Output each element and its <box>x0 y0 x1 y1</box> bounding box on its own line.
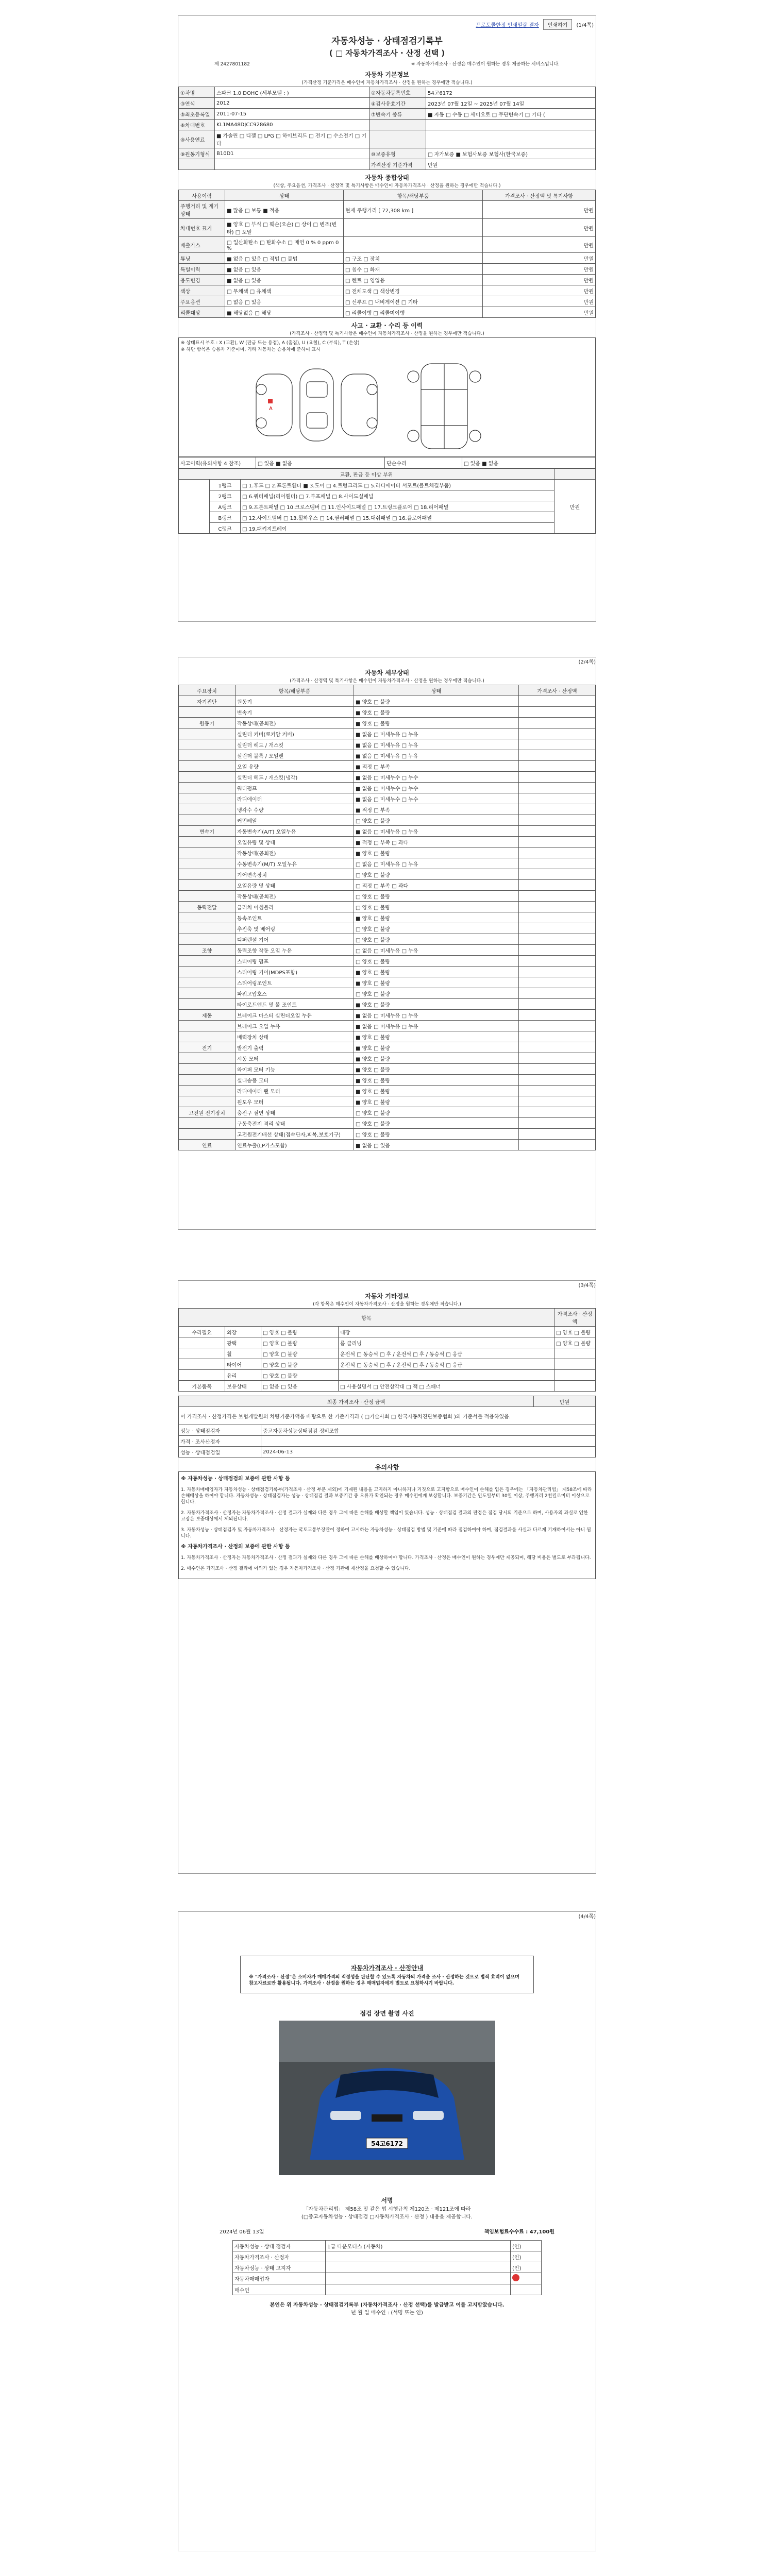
final-price-table: 최종 가격조사 · 산정 금액 만원 이 가격조사 · 산정가격은 보험개발원의 차량기준가액을 바탕으로 한 기준가격과 ( □기술사회 □ 한국자동차진단보증협회 )의 기준서를 적용하였음. 성능 · 상태점검자 중고자동차성능상태점검 정비조합 가격 · 조사산정자 성능 · 상태점검일 2024-06-13 <box>178 1396 596 1458</box>
doc-meta: 제 2427801182 ※ 자동차가격조사 · 산정은 매수인이 원하는 경우 제공하는 서비스입니다. <box>214 60 560 67</box>
doc-title: 자동차성능 · 상태점검기록부 <box>331 36 443 46</box>
doc-notice: ※ 자동차가격조사 · 산정은 매수인이 원하는 경우 제공하는 서비스입니다. <box>411 62 560 67</box>
price-guide-text: ※ "가격조사 · 산정"은 소비자가 매매가격의 적정성을 판단할 수 있도록 자동차의 가격을 조사 · 산정하는 것으로 법적 효력이 없으며 참고자료로만 활용됩니다. 가격조사 · 산정을 원하는 경우 매매업자에게 별도로 요청하시기 바랍니다. <box>249 1975 519 1986</box>
print-button[interactable]: 인쇄하기 <box>543 19 573 30</box>
rank-row: B랭크 □ 12.사이드멤버 □ 13.휠하우스 □ 14.필러패널 □ 15.대쉬패널 □ 16.플로어패널 <box>179 512 596 523</box>
detail-row: 고전원 전기장치 충전구 절연 상태 □ 양호 □ 불량 <box>179 1107 596 1118</box>
rank-row: A랭크 □ 9.프론트패널 □ 10.크로스멤버 □ 11.인사이드패널 □ 17.트렁크플로어 □ 18.리어패널 <box>179 501 596 512</box>
detail-row: 동력전달 클러치 어셈블리 □ 양호 □ 불량 <box>179 902 596 912</box>
price-guide-box <box>240 1956 534 1993</box>
detail-row: 스티어링 기어(MDPS포함) ■ 양호 □ 불량 <box>179 967 596 977</box>
detail-row: 실린더 헤드 / 개스킷(냉각) ■ 없음 □ 미세누수 □ 누수 <box>179 772 596 783</box>
accident-note-2: ※ 하단 항목은 승용차 기준이며, 기타 자동차는 승용차에 준하여 표시 <box>181 347 321 352</box>
detail-row: 오일유량 및 상태 □ 적정 □ 부족 □ 과다 <box>179 880 596 891</box>
sign-text: 「자동차관리법」 제58조 및 같은 법 시행규칙 제120조 · 제121조에 따라 <box>303 2207 471 2212</box>
inspection-photo <box>279 2021 495 2175</box>
detail-row: 워터펌프 ■ 없음 □ 미세누수 □ 누수 <box>179 783 596 793</box>
other-title: 자동차 기타정보 <box>365 1293 409 1300</box>
car-photo-svg <box>279 2021 495 2175</box>
state-title: 자동차 종합상태 <box>365 174 409 181</box>
detail-row: 제동 브레이크 마스터 실린더오일 누유 ■ 없음 □ 미세누유 □ 누유 <box>179 1010 596 1021</box>
basic-row: ⑧사용연료 ■ 가솔린 □ 디젤 □ LPG □ 하이브리드 □ 전기 □ 수소전기 □ 기타 <box>179 130 596 148</box>
page-4 <box>178 1911 596 2551</box>
car-left-outline <box>256 374 292 436</box>
state-row: 주행거리 및 계기상태 ■ 많음 □ 보통 ■ 적음 현재 주행거리 [ 72,308 km ] 만원 <box>179 201 596 219</box>
detail-row: 오일 유량 ■ 적정 □ 부족 <box>179 761 596 772</box>
other-sub: (각 항목은 매수인이 자동차가격조사 · 산정을 원하는 경우에만 적습니다.) <box>313 1302 461 1307</box>
other-row: 유리 □ 양호 □ 불량 <box>179 1370 596 1381</box>
notes-p3: 3. 자동차성능 · 상태점검자 및 자동차가격조사 · 산정자는 국토교통부장관이 정하여 고시하는 자동차성능 · 상태점검 방법 및 기준에 따라 점검하여야 하며, 점검결과를 사실과 다르게 기재하여서는 아니 됩니다. <box>181 1528 591 1539</box>
notes-p2: 2. 자동차가격조사 · 산정자는 자동차가격조사 · 산정 결과가 실제와 다른 경우 그에 따른 손해를 배상할 책임이 있습니다. 성능 · 상태점검 결과의 판정은 점검 당시의 기준으로 하며, 사용자의 과실로 인한 고장은 보증대상에서 제외됩니다. <box>181 1511 588 1522</box>
detail-row: 와이퍼 모터 기능 ■ 양호 □ 불량 <box>179 1064 596 1075</box>
rank-row: C랭크 □ 19.패키지트레이 <box>179 523 596 534</box>
page-number: (3/4쪽) <box>578 1283 596 1289</box>
other-table: 항목 가격조사 · 산정액 수리필요 외장 □ 양호 □ 불량 내장 □ 양호 □ 불량 광택 □ 양호 □ 불량 룸 클리닝 □ 양호 □ 불량 휠 □ 양호 □ 불량 운전석 □ 동승석 □ 후 / 운전석 □ 후 / 동승석 □ 응급 타이어 □ 양호 □ 불량 운전석 □ 동승석 □ 후 / 운전석 □ 후 / 동승석 □ 응급 유리 □ 양호 □ 불량 기본품목 보유상태 □ 없음 □ 있음 □ 사용설명서 □ 안전삼각대 □ 잭 □ 스패너 <box>178 1308 596 1392</box>
page-1 <box>178 15 596 622</box>
fee-label: 책임보험료수수료 : 47,100원 <box>484 2229 554 2235</box>
notes-heading-2: ※ 자동차가격조사 · 산정의 보증에 관한 사항 등 <box>181 1544 290 1550</box>
sign-table: 자동차성능 · 상태 점검자 1급 다운모터스 (자동차) (인) 자동차가격조사 · 산정자 (인) 자동차성능 · 상태 고지자 (인) 자동차매매업자 매수인 <box>232 2240 542 2295</box>
detail-row: 수동변속기(M/T) 오일누유 □ 없음 □ 미세누유 □ 누유 <box>179 858 596 869</box>
license-plate: 54고6172 <box>371 2140 403 2147</box>
detail-row: 실내송풍 모터 ■ 양호 □ 불량 <box>179 1075 596 1086</box>
state-sub: (색상, 주요옵션, 가격조사 · 산정액 및 특기사항은 매수인이 자동차가격조사 · 산정을 원하는 경우에만 적습니다.) <box>273 183 501 189</box>
sign-footer-2: 년 월 일 매수인 : (서명 또는 인) <box>351 2310 423 2316</box>
basic-row: ③연식 2012 ④검사유효기간 2023년 07월 12일 ~ 2025년 07월 14일 <box>179 98 596 109</box>
basic-info-sub: (가격산정 기준가격은 매수인이 자동차가격조사 · 산정을 원하는 경우에만 적습니다.) <box>301 80 473 86</box>
car-damage-diagram <box>178 353 596 457</box>
other-row: 타이어 □ 양호 □ 불량 운전석 □ 동승석 □ 후 / 운전석 □ 후 / 동승석 □ 응급 <box>179 1359 596 1370</box>
detail-row: 조향 동력조향 작동 오일 누유 □ 없음 □ 미세누유 □ 누유 <box>179 945 596 956</box>
seal-name: 1급 다운모터스 (자동차) <box>326 2241 511 2251</box>
state-row: 색상 □ 무채색 □ 유채색 □ 전체도색 □ 색상변경 만원 <box>179 285 596 296</box>
detail-row: 디퍼렌셜 기어 □ 양호 □ 불량 <box>179 934 596 945</box>
state-row: 튜닝 ■ 없음 □ 있음 □ 적법 □ 불법 □ 구조 □ 장치 만원 <box>179 253 596 264</box>
detail-row: 원동기 작동상태(공회전) ■ 양호 □ 불량 <box>179 718 596 728</box>
basic-row: 가격산정 기준가격 만원 <box>179 159 596 170</box>
car-right-outline <box>341 374 377 436</box>
other-row: 휠 □ 양호 □ 불량 운전석 □ 동승석 □ 후 / 운전석 □ 후 / 동승석 □ 응급 <box>179 1348 596 1359</box>
state-row: 특별이력 ■ 없음 □ 있음 □ 침수 □ 화재 만원 <box>179 264 596 275</box>
car-top-outline <box>300 369 333 441</box>
accident-title: 사고 · 교환 · 수리 등 이력 <box>351 322 423 329</box>
detail-row: 라디에이터 팬 모터 ■ 양호 □ 불량 <box>179 1086 596 1096</box>
detail-row: 배력장치 상태 ■ 양호 □ 불량 <box>179 1031 596 1042</box>
detail-row: 실린더 헤드 / 개스킷 ■ 없음 □ 미세누유 □ 누유 <box>179 739 596 750</box>
price-row: 가격 · 조사산정자 <box>179 1436 596 1447</box>
page-number: (4/4쪽) <box>578 1914 596 1920</box>
rank-row: 2랭크 □ 6.쿼터패널(리어휀더) □ 7.루프패널 □ 8.사이드실패널 <box>179 490 596 501</box>
rank-row: 1랭크 □ 1.후드 □ 2.프론트휀더 ■ 3.도어 □ 4.트렁크리드 □ 5.라디에이터 서포트(볼트체결부품) 만원 <box>179 480 596 490</box>
state-row: 배출가스 □ 일산화탄소 □ 탄화수소 □ 매연 0 % 0 ppm 0 % 만원 <box>179 237 596 253</box>
detail-row: 타이로드엔드 및 볼 조인트 ■ 양호 □ 불량 <box>179 999 596 1010</box>
notes-p4: 1. 자동차가격조사 · 산정자는 자동차가격조사 · 산정 결과가 실제와 다른 경우 그에 따른 손해를 배상하여야 합니다. 가격조사 · 산정은 매수인이 원하는 경우에만 제공되며, 해당 비용은 별도로 부과됩니다. <box>181 1555 591 1561</box>
protocol-link[interactable]: 프로토콜한정 인쇄일람 결자 <box>476 23 539 28</box>
notes-p5: 2. 매수인은 가격조사 · 산정 결과에 이의가 있는 경우 자동차가격조사 · 산정 기관에 재산정을 요청할 수 있습니다. <box>181 1566 411 1571</box>
notes-heading-1: ※ 자동차성능 · 상태점검의 보증에 관한 사항 등 <box>181 1476 290 1482</box>
state-table: 사용이력 상태 항목/해당부품 가격조사 · 산정액 및 특기사항 주행거리 및 계기상태 ■ 많음 □ 보통 ■ 적음 현재 주행거리 [ 72,308 km ] 만원 차대번호 표기 ■ 양호 □ 부식 □ 훼손(오손) □ 상이 □ 변조(변타) □ 도말 만원 배출가스 □ 일산화탄소 □ 탄화수소 □ 매연 0 % 0 ppm 0 % 만원 튜닝 ■ 없음 □ 있음 □ 적법 □ 불법 □ 구조 □ 장치 만원 특별이력 ■ 없음 □ 있음 □ 침수 □ 화재 만원 용도변경 ■ 없음 □ 있음 □ 렌트 □ 영업용 만원 색상 □ 무채색 □ 유채색 □ 전체도색 □ 색상변경 만원 주요옵션 □ 없음 □ 있음 □ 선루프 □ 내비게이션 □ 기타 만원 리콜대상 ■ 해당없음 □ 해당 □ 리콜이행 □ 리콜미이행 만원 <box>178 190 596 318</box>
detail-table: 주요장치 항목/해당부품 상태 가격조사 · 산정액 자기진단 원동기 ■ 양호 □ 불량 변속기 ■ 양호 □ 불량 원동기 작동상태(공회전) ■ 양호 □ 불량 실린더 커버(로커암 커버) ■ 없음 □ 미세누유 □ 누유 실린더 헤드 / 개스킷 ■ 없음 □ 미세누유 □ 누유 실린더 블록 / 오일팬 ■ 없음 □ 미세누유 □ 누유 오일 유량 ■ 적정 □ 부족 실린더 헤드 / 개스킷(냉각) ■ 없음 □ 미세누수 □ 누수 워터펌프 ■ 없음 □ 미세누수 □ 누수 라디에이터 ■ 없음 □ 미세누수 □ 누수 냉각수 수량 ■ 적정 □ 부족 커먼레일 □ 양호 □ 불량 변속기 자동변속기(A/T) 오일누유 ■ 없음 □ 미세누유 □ 누유 오일유량 및 상태 ■ 적정 □ 부족 □ 과다 작동상태(공회전) ■ 양호 □ 불량 수동변속기(M/T) 오일누유 □ 없음 □ 미세누유 □ 누유 기어변속장치 □ 양호 □ 불량 오일유량 및 상태 □ 적정 □ 부족 □ 과다 작동상태(공회전) □ 양호 □ 불량 동력전달 클러치 어셈블리 □ 양호 □ 불량 등속조인트 ■ 양호 □ 불량 추진축 및 베어링 □ 양호 □ 불량 디퍼렌셜 기어 □ 양호 □ 불량 조향 동력조향 작동 오일 누유 □ 없음 □ 미세누유 □ 누유 스티어링 펌프 □ 양호 □ 불량 스티어링 기어(MDPS포함) ■ 양호 □ 불량 스티어링조인트 ■ 양호 □ 불량 파워고압호스 □ 양호 □ 불량 타이로드엔드 및 볼 조인트 ■ 양호 □ 불량 제동 브레이크 마스터 실린더오일 누유 ■ 없음 □ 미세누유 □ 누유 브레이크 오일 누유 ■ 없음 □ 미세누유 □ 누유 배력장치 상태 ■ 양호 □ 불량 전기 발전기 출력 ■ 양호 □ 불량 시동 모터 ■ 양호 □ 불량 와이퍼 모터 기능 ■ 양호 □ 불량 실내송풍 모터 ■ 양호 □ 불량 라디에이터 팬 모터 ■ 양호 □ 불량 윈도우 모터 ■ 양호 □ 불량 고전원 전기장치 충전구 절연 상태 □ 양호 □ 불량 구동축전지 격리 상태 □ 양호 □ 불량 고전원전기배선 상태(접속단자,피복,보호기구) □ 양호 □ 불량 연료 연료누출(LP가스포함) ■ 없음 □ 있음 <box>178 685 596 1150</box>
accident-note-1: ※ 상태표시 부호 : X (교환), W (판금 또는 용접), A (흠집), U (요철), C (부식), T (손상) <box>181 341 360 346</box>
detail-row: 실린더 커버(로커암 커버) ■ 없음 □ 미세누유 □ 누유 <box>179 728 596 739</box>
photo-title: 점검 장면 촬영 사진 <box>360 2010 414 2017</box>
notes-title: 유의사항 <box>375 1464 399 1471</box>
detail-row: 기어변속장치 □ 양호 □ 불량 <box>179 869 596 880</box>
detail-row: 윈도우 모터 ■ 양호 □ 불량 <box>179 1096 596 1107</box>
detail-title: 자동차 세부상태 <box>365 669 409 676</box>
detail-row: 변속기 ■ 양호 □ 불량 <box>179 707 596 718</box>
detail-row: 냉각수 수량 ■ 적정 □ 부족 <box>179 804 596 815</box>
detail-row: 브레이크 오일 누유 ■ 없음 □ 미세누유 □ 누유 <box>179 1021 596 1031</box>
sign-title: 서명 <box>381 2197 393 2204</box>
other-row: 기본품목 보유상태 □ 없음 □ 있음 □ 사용설명서 □ 안전삼각대 □ 잭 □ 스패너 <box>179 1381 596 1392</box>
page-3 <box>178 1280 596 1874</box>
detail-row: 구동축전지 격리 상태 □ 양호 □ 불량 <box>179 1118 596 1129</box>
doc-number: 2427801182 <box>220 62 250 67</box>
detail-row: 스티어링조인트 ■ 양호 □ 불량 <box>179 977 596 988</box>
page-2 <box>178 657 596 1230</box>
price-guide-title: 자동차가격조사 · 산정안내 <box>350 1964 424 1972</box>
basic-row: ①차명 스파크 1.0 DOHC (세부모델 : ) ②자동차등록번호 54고6172 <box>179 87 596 98</box>
sign-footer: 본인은 위 자동차성능 · 상태점검기록부 (자동차가격조사 · 산정 선택)를 발급받고 이를 고지받았습니다. <box>270 2302 505 2308</box>
detail-row: 실린더 블록 / 오일팬 ■ 없음 □ 미세누유 □ 누유 <box>179 750 596 761</box>
detail-row: 등속조인트 ■ 양호 □ 불량 <box>179 912 596 923</box>
damage-marker <box>268 399 273 403</box>
detail-row: 시동 모터 ■ 양호 □ 불량 <box>179 1053 596 1064</box>
detail-row: 자기진단 원동기 ■ 양호 □ 불량 <box>179 696 596 707</box>
wheel-icon <box>256 384 266 395</box>
detail-row: 연료 연료누출(LP가스포함) ■ 없음 □ 있음 <box>179 1140 596 1150</box>
detail-row: 작동상태(공회전) ■ 양호 □ 불량 <box>179 848 596 858</box>
notes-body <box>178 1471 596 1579</box>
basic-info-table <box>178 87 596 170</box>
basic-row: ⑥차대번호 KL1MA48DJCC928680 <box>179 120 596 130</box>
detail-row: 전기 발전기 출력 ■ 양호 □ 불량 <box>179 1042 596 1053</box>
page-number: (1/4쪽) <box>576 23 594 28</box>
damage-label: A <box>269 406 273 412</box>
detail-sub: (가격조사 · 산정액 및 특기사항은 매수인이 자동차가격조사 · 산정을 원하는 경우에만 적습니다.) <box>290 679 484 684</box>
accident-table: 사고이력(유의사항 4 참조) □ 있음 ■ 없음 단순수리 □ 있음 ■ 없음 <box>178 457 596 468</box>
state-row: 용도변경 ■ 없음 □ 있음 □ 렌트 □ 영업용 만원 <box>179 275 596 285</box>
detail-row: 추진축 및 베어링 □ 양호 □ 불량 <box>179 923 596 934</box>
other-row: 수리필요 외장 □ 양호 □ 불량 내장 □ 양호 □ 불량 <box>179 1327 596 1337</box>
notes-p1: 1. 자동차매매업자가 자동차성능 · 상태점검기록부(가격조사 · 산정 부분 제외)에 기재된 내용을 고지하지 아니하거나 거짓으로 고지함으로 매수인이 손해를 입은 경우에는 「자동차관리법」 제58조에 따라 손해배상을 하여야 합니다. 자동차성능 · 상태점검자는 성능 · 상태점검 결과 보증기간 중 오류가 확인되는 경우 매수인에게 보상합니다. 보증기간은 인도일부터 30일 이상, 주행거리 2천킬로미터 이상으로 합니다. <box>181 1487 592 1505</box>
price-row: 성능 · 상태점검자 중고자동차성능상태점검 정비조합 <box>179 1425 596 1436</box>
detail-row: 변속기 자동변속기(A/T) 오일누유 ■ 없음 □ 미세누유 □ 누유 <box>179 826 596 837</box>
other-row: 광택 □ 양호 □ 불량 룸 클리닝 □ 양호 □ 불량 <box>179 1337 596 1348</box>
detail-row: 커먼레일 □ 양호 □ 불량 <box>179 815 596 826</box>
sign-text-2: (□중고자동차성능 · 상태점검 □자동차가격조사 · 산정 ) 내용을 제공합니다. <box>301 2214 473 2220</box>
detail-row: 고전원전기배선 상태(접속단자,피복,보호기구) □ 양호 □ 불량 <box>179 1129 596 1140</box>
detail-row: 작동상태(공회전) □ 양호 □ 불량 <box>179 891 596 902</box>
state-row: 리콜대상 ■ 해당없음 □ 해당 □ 리콜이행 □ 리콜미이행 만원 <box>179 307 596 318</box>
page-number: (2/4쪽) <box>578 659 596 665</box>
doc-subtitle: ( □ 자동차가격조사 · 산정 선택 ) <box>329 48 445 58</box>
detail-row: 라디에이터 ■ 없음 □ 미세누수 □ 누수 <box>179 793 596 804</box>
state-row: 주요옵션 □ 없음 □ 있음 □ 선루프 □ 내비게이션 □ 기타 만원 <box>179 296 596 307</box>
car-outline-svg <box>179 353 595 456</box>
detail-row: 스티어링 펌프 □ 양호 □ 불량 <box>179 956 596 967</box>
exchange-table: 교환, 판금 등 이상 부위 1랭크 □ 1.후드 □ 2.프론트휀더 ■ 3.도어 □ 4.트렁크리드 □ 5.라디에이터 서포트(볼트체결부품) 만원 2랭크 □ 6.쿼터패널(리어휀더) □ 7.루프패널 □ 8.사이드실패널 A랭크 □ 9.프론트패널 □ 10.크로스멤버 □ 11.인사이드패널 □ 17.트렁크플로어 □ 18.리어패널 B랭크 □ 12.사이드멤버 □ 13.휠하우스 □ 14.필러패널 □ 15.대쉬패널 □ 16.플로어패널 C랭크 □ 19.패키지트레이 <box>178 468 596 534</box>
detail-row: 오일유량 및 상태 ■ 적정 □ 부족 □ 과다 <box>179 837 596 848</box>
top-toolbar <box>476 19 594 30</box>
state-row: 차대번호 표기 ■ 양호 □ 부식 □ 훼손(오손) □ 상이 □ 변조(변타) □ 도말 만원 <box>179 219 596 237</box>
accident-sub: (가격조사 · 산정액 및 특기사항은 매수인이 자동차가격조사 · 산정을 원하는 경우에만 적습니다.) <box>290 331 484 336</box>
detail-row: 파워고압호스 □ 양호 □ 불량 <box>179 988 596 999</box>
basic-row: ⑨원동기형식 B10D1 ⑩보증유형 □ 자가보증 ■ 보험사보증 보험사(한국보증) <box>179 148 596 159</box>
sign-date: 2024년 06월 13일 <box>220 2229 264 2235</box>
basic-info-title: 자동차 기본정보 <box>365 71 409 78</box>
seal-stamp <box>512 2274 519 2281</box>
basic-row: ⑤최초등록일 2011-07-15 ⑦변속기 종류 ■ 자동 □ 수동 □ 세미오토 □ 무단변속기 □ 기타 ( <box>179 109 596 120</box>
